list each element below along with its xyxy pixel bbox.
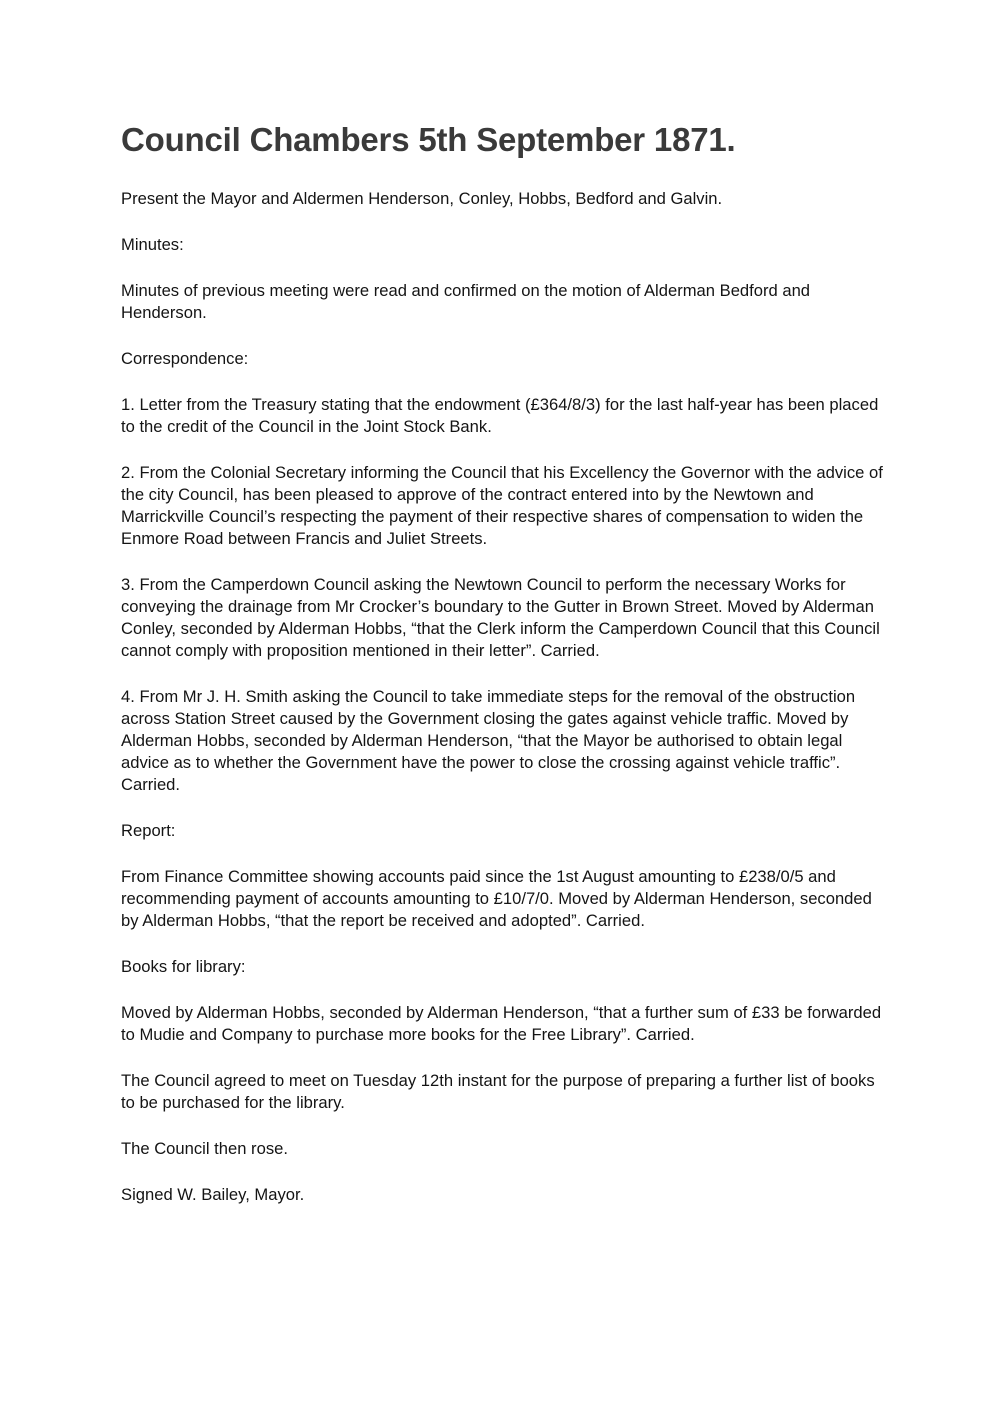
attendance-paragraph: Present the Mayor and Aldermen Henderson, Conley, Hobbs, Bedford and Galvin. — [121, 189, 723, 208]
correspondence-item-4: 4. From Mr J. H. Smith asking the Council to take immediate steps for the removal of the obstruction across Station Street caused by the Government closing the gates against vehicle traffic. Moved by Alderman Hobbs, seconded by Alderman Henderson, “that the Mayor be authorised to obtain legal advice as to whether the Government have the power to close the crossing against vehicle traffic”. Carried. — [121, 687, 856, 794]
council-rose-paragraph: The Council then rose. — [121, 1139, 288, 1158]
correspondence-item-2: 2. From the Colonial Secretary informing the Council that his Excellency the Governor with the advice of the city Council, has been pleased to approve of the contract entered into by the Newtown and Marrickville Council’s respecting the payment of their respective shares of compensation to widen the Enmore Road between Francis and Juliet Streets. — [121, 463, 883, 548]
section-heading-report: Report: — [121, 821, 176, 840]
document-title: Council Chambers 5th September 1871. — [121, 121, 736, 158]
section-heading-books: Books for library: — [121, 957, 246, 976]
section-heading-minutes: Minutes: — [121, 235, 184, 254]
minutes-paragraph: Minutes of previous meeting were read and confirmed on the motion of Alderman Bedford and Henderson. — [121, 281, 811, 322]
report-paragraph: From Finance Committee showing accounts paid since the 1st August amounting to £238/0/5 and recommending payment of accounts amounting to £10/7/0. Moved by Alderman Henderson, seconded by Alderman Hobbs, “that the report be received and adopted”. Carried. — [121, 867, 872, 930]
document-page — [121, 118, 891, 1230]
section-heading-correspondence: Correspondence: — [121, 349, 249, 368]
signature-line: Signed W. Bailey, Mayor. — [121, 1185, 305, 1204]
books-motion-paragraph: Moved by Alderman Hobbs, seconded by Alderman Henderson, “that a further sum of £33 be forwarded to Mudie and Company to purchase more books for the Free Library”. Carried. — [121, 1003, 882, 1044]
meeting-agreement-paragraph: The Council agreed to meet on Tuesday 12th instant for the purpose of preparing a further list of books to be purchased for the library. — [121, 1071, 875, 1112]
correspondence-item-1: 1. Letter from the Treasury stating that the endowment (£364/8/3) for the last half-year has been placed to the credit of the Council in the Joint Stock Bank. — [121, 395, 879, 436]
correspondence-item-3: 3. From the Camperdown Council asking the Newtown Council to perform the necessary Works for conveying the drainage from Mr Crocker’s boundary to the Gutter in Brown Street. Moved by Alderman Conley, seconded by Alderman Hobbs, “that the Clerk inform the Camperdown Council that this Council cannot comply with proposition mentioned in their letter”. Carried. — [121, 575, 880, 660]
